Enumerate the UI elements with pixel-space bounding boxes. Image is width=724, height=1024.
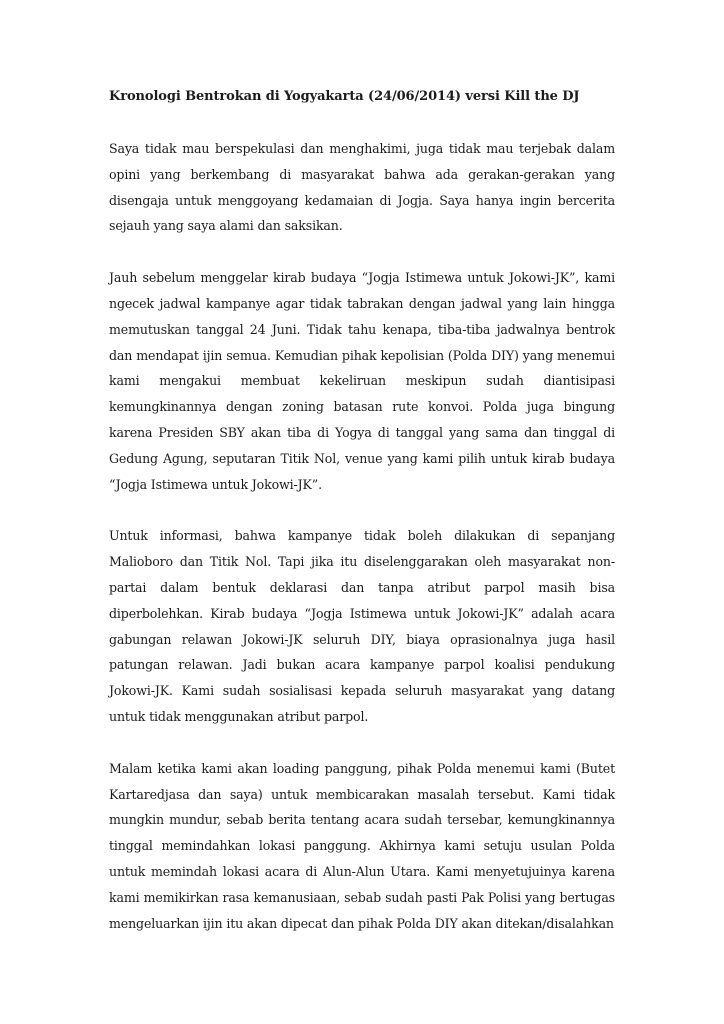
- paragraph-intro: Saya tidak mau berspekulasi dan menghakimi, juga tidak mau terjebak dalam opini yang berkembang di masyarakat bahwa ada gerakan-gerakan yang disengaja untuk menggoyang kedamaian di Jogja. Saya hanya ingin bercerita sejauh yang saya alami dan saksikan.: [109, 141, 615, 234]
- spacer: [109, 110, 615, 136]
- paragraph-schedule: Jauh sebelum menggelar kirab budaya “Jogja Istimewa untuk Jokowi-JK”, kami ngecek jadwal kampanye agar tidak tabrakan dengan jadwal yang lain hingga memutuskan tanggal 24 Juni. Tidak tahu kenapa, tiba-tiba jadwalnya bentrok dan mendapat ijin semua. Kemudian pihak kepolisian (Polda DIY) yang menemui kami mengakui membuat kekeliruan meskipun sudah diantisipasi kemungkinannya dengan zoning batasan rute konvoi. Polda juga bingung karena Presiden SBY akan tiba di Yogya di tanggal yang sama dan tinggal di Gedung Agung, seputaran Titik Nol, venue yang kami pilih untuk kirab budaya “Jogja Istimewa untuk Jokowi-JK”.: [109, 270, 615, 492]
- spacer: [109, 239, 615, 265]
- paragraph-loading-night: Malam ketika kami akan loading panggung, pihak Polda menemui kami (Butet Kartaredjasa dan saya) untuk membicarakan masalah tersebut. Kami tidak mungkin mundur, sebab berita tentang acara sudah tersebar, kemungkinannya tinggal memindahkan lokasi panggung. Akhirnya kami setuju usulan Polda untuk memindah lokasi acara di Alun-Alun Utara. Kami menyetujuinya karena kami memikirkan rasa kemanusiaan, sebab sudah pasti Pak Polisi yang bertugas mengeluarkan ijin itu akan dipecat dan pihak Polda DIY akan ditekan/disalahkan: [109, 760, 615, 931]
- document-body: [109, 84, 615, 936]
- spacer: [109, 730, 615, 756]
- paragraph-information: Untuk informasi, bahwa kampanye tidak boleh dilakukan di sepanjang Malioboro dan Titik Nol. Tapi jika itu diselenggarakan oleh masyarakat non-partai dalam bentuk deklarasi dan tanpa atribut parpol masih bisa diperbolehkan. Kirab budaya “Jogja Istimewa untuk Jokowi-JK” adalah acara gabungan relawan Jokowi-JK seluruh DIY, biaya oprasionalnya juga hasil patungan relawan. Jadi bukan acara kampanye parpol koalisi pendukung Jokowi-JK. Kami sudah sosialisasi kepada seluruh masyarakat yang datang untuk tidak menggunakan atribut parpol.: [109, 528, 615, 724]
- spacer: [109, 497, 615, 523]
- document-title: Kronologi Bentrokan di Yogyakarta (24/06/2014) versi Kill the DJ: [109, 89, 580, 104]
